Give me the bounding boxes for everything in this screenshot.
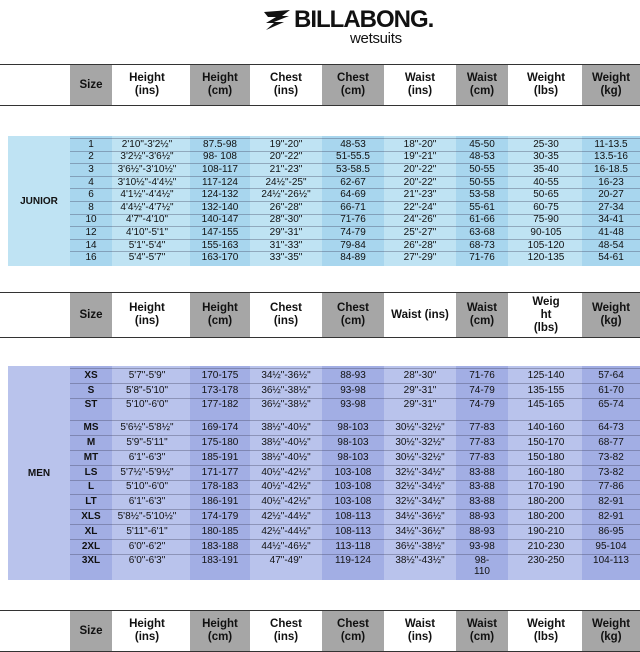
cell-chest-cm: 53-58.5	[336, 163, 370, 175]
cell-chest-cm: 108-113	[335, 525, 371, 537]
cell-chest-ins: 31"-33"	[269, 239, 303, 251]
cell-height-ins: 4'10"-5'1"	[125, 226, 169, 238]
cell-chest-ins: 40½"-42½"	[261, 496, 311, 508]
cell-waist-ins: 21"-23"	[403, 189, 437, 201]
cell-weight-lbs: 145-165	[527, 399, 565, 411]
cell-weight-kg: 54-61	[598, 252, 624, 264]
junior-header-row	[0, 64, 640, 106]
cell-waist-ins: 36½"-38½"	[395, 540, 445, 552]
cell-chest-ins: 42½"-44½"	[261, 511, 311, 523]
cell-chest-cm: 98-103	[337, 437, 369, 449]
cell-chest-cm: 62-67	[340, 176, 366, 188]
header-waist-ins: Waist (ins)	[391, 308, 449, 321]
cell-weight-lbs: 180-200	[527, 511, 565, 523]
cell-size: 3XL	[81, 555, 101, 567]
cell-height-ins: 4'4½"-4'7½"	[120, 201, 174, 213]
cell-weight-lbs: 25-30	[533, 138, 559, 150]
header-chest-ins: Chest (ins)	[270, 72, 302, 97]
header-waist-ins: Waist (ins)	[404, 618, 436, 643]
cell-weight-kg: 73-82	[598, 451, 624, 463]
cell-height-cm: 186-191	[201, 496, 239, 508]
cell-chest-cm: 98-103	[337, 451, 369, 463]
cell-size: 3	[88, 163, 94, 175]
cell-chest-ins: 33"-35"	[269, 252, 303, 264]
table-row	[8, 465, 640, 480]
cell-weight-kg: 64-73	[598, 422, 624, 434]
cell-waist-ins: 30½"-32½"	[395, 422, 445, 434]
cell-weight-lbs: 125-140	[527, 369, 565, 381]
cell-waist-ins: 32½"-34½"	[395, 466, 445, 478]
cell-waist-cm: 77-83	[469, 437, 495, 449]
cell-size: MS	[83, 422, 99, 434]
cell-waist-ins: 27"-29"	[403, 252, 437, 264]
brand-subtitle: wetsuits	[350, 30, 402, 47]
cell-height-cm: 169-174	[201, 422, 239, 434]
header-height-cm: Height (cm)	[190, 65, 250, 105]
cell-height-cm: 117-124	[202, 176, 238, 188]
cell-chest-cm: 108-113	[335, 511, 371, 523]
table-row	[8, 539, 640, 554]
cell-waist-cm: 93-98	[469, 540, 495, 552]
cell-size: 8	[88, 201, 94, 213]
cell-size: 6	[88, 189, 94, 201]
cell-size: L	[87, 481, 95, 493]
table-row	[8, 188, 640, 201]
billabong-logo	[262, 8, 442, 52]
cell-size: 2XL	[81, 540, 101, 552]
cell-size: 12	[85, 226, 97, 238]
cell-waist-cm: 88-93	[469, 525, 495, 537]
cell-chest-cm: 74-79	[340, 226, 366, 238]
cell-height-cm: 98- 108	[203, 151, 237, 163]
table-row	[8, 509, 640, 524]
cell-chest-ins: 40½"-42½"	[261, 481, 311, 493]
cell-weight-lbs: 140-160	[527, 422, 565, 434]
cell-waist-cm: 61-66	[469, 214, 495, 226]
cell-height-ins: 6'0"-6'2"	[128, 540, 166, 552]
cell-waist-ins: 26"-28"	[403, 239, 437, 251]
cell-weight-kg: 11-13.5	[594, 138, 628, 150]
table-row	[8, 398, 640, 413]
header-waist-cm: Waist (cm)	[456, 65, 508, 105]
cell-weight-kg: 16-23	[598, 176, 624, 188]
cell-waist-cm: 83-88	[469, 496, 495, 508]
cell-weight-kg: 16-18.5	[594, 163, 628, 175]
header-height-ins: Height (ins)	[129, 72, 165, 97]
cell-waist-ins: 20"-22"	[403, 176, 437, 188]
table-row	[8, 480, 640, 495]
cell-weight-lbs: 30-35	[533, 151, 559, 163]
cell-weight-kg: 57-64	[598, 369, 624, 381]
cell-waist-cm: 98- 110	[474, 554, 490, 577]
cell-height-cm: 183-191	[201, 555, 239, 567]
table-row	[8, 239, 640, 252]
cell-waist-ins: 24"-26"	[403, 214, 437, 226]
cell-waist-ins: 28"-30"	[403, 369, 437, 381]
men-header-row	[0, 292, 640, 338]
cell-waist-ins: 25"-27"	[403, 226, 437, 238]
cell-height-ins: 5'11"-6'1"	[126, 525, 168, 537]
cell-chest-ins: 38½"-40½"	[261, 451, 311, 463]
cell-height-cm: 132-140	[201, 201, 239, 213]
header-weight-kg: Weight (kg)	[582, 65, 640, 105]
table-row	[8, 251, 640, 264]
cell-chest-ins: 38½"-40½"	[261, 437, 311, 449]
table-row	[8, 214, 640, 227]
cell-weight-kg: 20-27	[598, 189, 624, 201]
table-row	[8, 151, 640, 164]
cell-height-cm: 170-175	[201, 369, 239, 381]
cell-chest-ins: 28"-30"	[269, 214, 303, 226]
next-table-header-row	[0, 610, 640, 652]
cell-waist-cm: 53-58	[469, 189, 495, 201]
cell-waist-cm: 83-88	[469, 481, 495, 493]
cell-height-cm: 180-185	[201, 525, 239, 537]
cell-weight-lbs: 90-105	[530, 226, 562, 238]
cell-size: 16	[85, 252, 97, 264]
cell-chest-ins: 21"-23"	[269, 163, 303, 175]
cell-chest-cm: 79-84	[340, 239, 366, 251]
cell-waist-ins: 34½"-36½"	[395, 525, 445, 537]
cell-size: 2	[88, 151, 94, 163]
cell-height-ins: 5'10"-6'0"	[125, 399, 169, 411]
cell-chest-ins: 24½"-26½"	[261, 189, 311, 201]
header-chest-cm: Chest (cm)	[322, 65, 384, 105]
junior-category-label: JUNIOR	[20, 195, 58, 207]
cell-waist-ins: 20"-22"	[403, 163, 437, 175]
cell-waist-ins: 30½"-32½"	[395, 451, 445, 463]
cell-height-cm: 171-177	[201, 466, 239, 478]
cell-weight-lbs: 150-170	[527, 437, 565, 449]
men-category-label: MEN	[27, 467, 51, 479]
header-size: Size	[70, 65, 112, 105]
cell-size: XS	[84, 369, 98, 381]
cell-weight-lbs: 135-155	[527, 384, 565, 396]
cell-size: S	[87, 384, 95, 396]
cell-height-cm: 147-155	[201, 226, 239, 238]
cell-weight-kg: 86-95	[598, 525, 624, 537]
header-height-cm: Height (cm)	[190, 611, 250, 651]
cell-waist-cm: 50-55	[469, 176, 495, 188]
cell-waist-cm: 63-68	[469, 226, 495, 238]
table-row	[8, 138, 640, 151]
cell-chest-ins: 19"-20"	[269, 138, 303, 150]
cell-waist-cm: 45-50	[469, 138, 495, 150]
cell-chest-cm: 103-108	[334, 481, 372, 493]
cell-weight-kg: 95-104	[595, 540, 627, 552]
cell-waist-ins: 32½"-34½"	[395, 496, 445, 508]
billabong-wave-icon	[262, 8, 292, 32]
cell-waist-ins: 29"-31"	[403, 399, 437, 411]
cell-height-ins: 4'1½"-4'4½"	[120, 189, 174, 201]
table-row	[8, 554, 640, 578]
cell-chest-cm: 113-118	[335, 540, 371, 552]
cell-waist-cm: 83-88	[469, 466, 495, 478]
cell-weight-kg: 61-70	[598, 384, 624, 396]
cell-chest-cm: 98-103	[337, 422, 369, 434]
cell-size: XL	[84, 525, 98, 537]
cell-chest-ins: 34½"-36½"	[261, 369, 311, 381]
table-row	[8, 201, 640, 214]
cell-height-ins: 5'7"-5'9"	[128, 369, 166, 381]
cell-waist-cm: 71-76	[469, 252, 495, 264]
cell-weight-kg: 73-82	[598, 466, 624, 478]
cell-size: XLS	[81, 511, 101, 523]
cell-height-cm: 140-147	[201, 214, 239, 226]
header-weight-lbs: Weig ht (lbs)	[532, 295, 560, 334]
table-row	[8, 368, 640, 383]
cell-waist-ins: 18"-20"	[403, 138, 437, 150]
table-row	[8, 450, 640, 465]
cell-height-cm: 174-179	[201, 511, 239, 523]
cell-size: LT	[85, 496, 97, 508]
cell-size: LS	[84, 466, 98, 478]
cell-weight-kg: 34-41	[598, 214, 624, 226]
cell-chest-cm: 88-93	[340, 369, 366, 381]
cell-height-cm: 175-180	[201, 437, 239, 449]
table-row	[8, 524, 640, 539]
cell-chest-cm: 93-98	[340, 399, 366, 411]
table-row	[8, 383, 640, 398]
cell-chest-cm: 66-71	[340, 201, 366, 213]
cell-height-cm: 173-178	[201, 384, 239, 396]
cell-chest-cm: 119-124	[335, 555, 371, 567]
cell-waist-cm: 55-61	[469, 201, 495, 213]
cell-weight-lbs: 150-180	[527, 451, 565, 463]
cell-weight-kg: 82-91	[598, 511, 624, 523]
cell-weight-lbs: 50-65	[533, 189, 559, 201]
cell-waist-cm: 88-93	[469, 511, 495, 523]
cell-height-ins: 6'1"-6'3"	[128, 496, 166, 508]
cell-chest-ins: 44½"-46½"	[261, 540, 311, 552]
cell-weight-kg: 48-54	[598, 239, 624, 251]
cell-height-ins: 2'10"-3'2½"	[121, 138, 173, 150]
cell-chest-cm: 103-108	[334, 466, 372, 478]
cell-waist-cm: 50-55	[469, 163, 495, 175]
cell-waist-ins: 19"-21"	[403, 151, 437, 163]
header-waist-ins: Waist (ins)	[404, 72, 436, 97]
table-row	[8, 163, 640, 176]
cell-chest-cm: 48-53	[340, 138, 366, 150]
cell-height-cm: 163-170	[201, 252, 239, 264]
header-waist-cm: Waist (cm)	[456, 611, 508, 651]
cell-chest-ins: 20"-22"	[269, 151, 303, 163]
cell-size: 1	[88, 138, 94, 150]
cell-height-ins: 3'6½"-3'10½"	[117, 163, 177, 175]
cell-height-cm: 178-183	[201, 481, 239, 493]
header-height-cm: Height (cm)	[190, 293, 250, 337]
header-weight-lbs: Weight (lbs)	[526, 618, 566, 643]
cell-waist-cm: 71-76	[469, 369, 495, 381]
cell-chest-ins: 42½"-44½"	[261, 525, 311, 537]
cell-weight-kg: 27-34	[598, 201, 624, 213]
cell-waist-cm: 77-83	[469, 451, 495, 463]
cell-waist-ins: 22"-24"	[403, 201, 437, 213]
brand-name: BILLABONG.	[294, 6, 434, 33]
cell-weight-lbs: 40-55	[533, 176, 559, 188]
table-row	[8, 420, 640, 435]
cell-height-ins: 5'8½"-5'10½"	[117, 511, 177, 523]
cell-height-cm: 177-182	[201, 399, 239, 411]
cell-height-ins: 5'8"-5'10"	[125, 384, 169, 396]
cell-waist-cm: 74-79	[469, 384, 495, 396]
cell-weight-lbs: 210-230	[527, 540, 565, 552]
cell-waist-cm: 68-73	[469, 239, 495, 251]
junior-size-table	[8, 136, 640, 266]
cell-chest-cm: 93-98	[340, 384, 366, 396]
cell-height-ins: 6'1"-6'3"	[128, 451, 166, 463]
header-chest-ins: Chest (ins)	[270, 618, 302, 643]
header-height-ins: Height (ins)	[129, 302, 165, 327]
cell-waist-ins: 32½"-34½"	[395, 481, 445, 493]
cell-chest-ins: 36½"-38½"	[261, 399, 311, 411]
cell-size: 14	[85, 239, 97, 251]
cell-height-cm: 185-191	[201, 451, 239, 463]
header-weight-lbs: Weight (lbs)	[526, 72, 566, 97]
cell-height-cm: 108-117	[202, 163, 238, 175]
cell-waist-ins: 30½"-32½"	[395, 437, 445, 449]
cell-height-ins: 6'0"-6'3"	[128, 555, 166, 567]
cell-size: 10	[85, 214, 97, 226]
men-size-table	[8, 366, 640, 580]
cell-chest-cm: 71-76	[340, 214, 366, 226]
cell-chest-ins: 26"-28"	[269, 201, 303, 213]
cell-height-ins: 5'4"-5'7"	[128, 252, 166, 264]
cell-size: MT	[83, 451, 99, 463]
cell-height-ins: 3'10½"-4'4½"	[117, 176, 177, 188]
cell-weight-kg: 77-86	[598, 481, 624, 493]
cell-chest-ins: 24½"-25"	[265, 176, 307, 188]
cell-chest-cm: 64-69	[340, 189, 366, 201]
header-height-ins: Height (ins)	[129, 618, 165, 643]
table-row	[8, 226, 640, 239]
table-row	[8, 494, 640, 509]
cell-chest-cm: 84-89	[340, 252, 366, 264]
table-row	[8, 435, 640, 450]
cell-waist-cm: 48-53	[469, 151, 495, 163]
cell-height-cm: 87.5-98	[203, 138, 237, 150]
cell-chest-ins: 36½"-38½"	[261, 384, 311, 396]
header-chest-cm: Chest (cm)	[322, 611, 384, 651]
cell-weight-lbs: 160-180	[527, 466, 565, 478]
cell-size: 4	[88, 176, 94, 188]
cell-height-cm: 155-163	[201, 239, 239, 251]
table-row	[8, 176, 640, 189]
header-weight-kg: Weight (kg)	[582, 293, 640, 337]
cell-weight-lbs: 170-190	[527, 481, 565, 493]
cell-height-cm: 124-132	[201, 189, 239, 201]
cell-weight-lbs: 75-90	[533, 214, 559, 226]
header-weight-kg: Weight (kg)	[582, 611, 640, 651]
cell-waist-cm: 77-83	[469, 422, 495, 434]
cell-chest-cm: 51-55.5	[336, 151, 370, 163]
cell-weight-lbs: 60-75	[533, 201, 559, 213]
cell-chest-ins: 29"-31"	[269, 226, 303, 238]
header-size: Size	[70, 611, 112, 651]
cell-waist-cm: 74-79	[469, 399, 495, 411]
cell-weight-lbs: 35-40	[533, 163, 559, 175]
cell-chest-ins: 38½"-40½"	[261, 422, 311, 434]
cell-weight-lbs: 120-135	[527, 252, 565, 264]
cell-waist-ins: 38½"-43½"	[395, 555, 445, 567]
header-waist-cm: Waist (cm)	[456, 293, 508, 337]
cell-chest-ins: 47"-49"	[269, 555, 303, 567]
cell-weight-lbs: 180-200	[527, 496, 565, 508]
cell-height-ins: 5'6½"-5'8½"	[120, 422, 174, 434]
cell-weight-kg: 68-77	[598, 437, 624, 449]
cell-weight-lbs: 105-120	[527, 239, 565, 251]
cell-height-ins: 5'9"-5'11"	[126, 437, 168, 449]
cell-weight-lbs: 230-250	[527, 555, 565, 567]
header-size: Size	[70, 293, 112, 337]
header-chest-cm: Chest (cm)	[322, 293, 384, 337]
cell-waist-ins: 34½"-36½"	[395, 511, 445, 523]
cell-size: ST	[84, 399, 98, 411]
cell-chest-ins: 40½"-42½"	[261, 466, 311, 478]
cell-height-ins: 5'7½"-5'9½"	[120, 466, 174, 478]
cell-height-ins: 5'10"-6'0"	[125, 481, 169, 493]
cell-weight-kg: 65-74	[598, 399, 624, 411]
cell-weight-kg: 82-91	[598, 496, 624, 508]
cell-weight-kg: 41-48	[598, 226, 624, 238]
cell-height-ins: 4'7"-4'10"	[125, 214, 169, 226]
cell-chest-cm: 103-108	[334, 496, 372, 508]
cell-height-ins: 5'1"-5'4"	[128, 239, 166, 251]
cell-height-cm: 183-188	[201, 540, 239, 552]
cell-height-ins: 3'2½"-3'6½"	[120, 151, 174, 163]
cell-weight-lbs: 190-210	[527, 525, 565, 537]
cell-size: M	[86, 437, 96, 449]
header-chest-ins: Chest (ins)	[270, 302, 302, 327]
cell-weight-kg: 104-113	[593, 555, 629, 567]
cell-weight-kg: 13.5-16	[594, 151, 628, 163]
cell-waist-ins: 29"-31"	[403, 384, 437, 396]
